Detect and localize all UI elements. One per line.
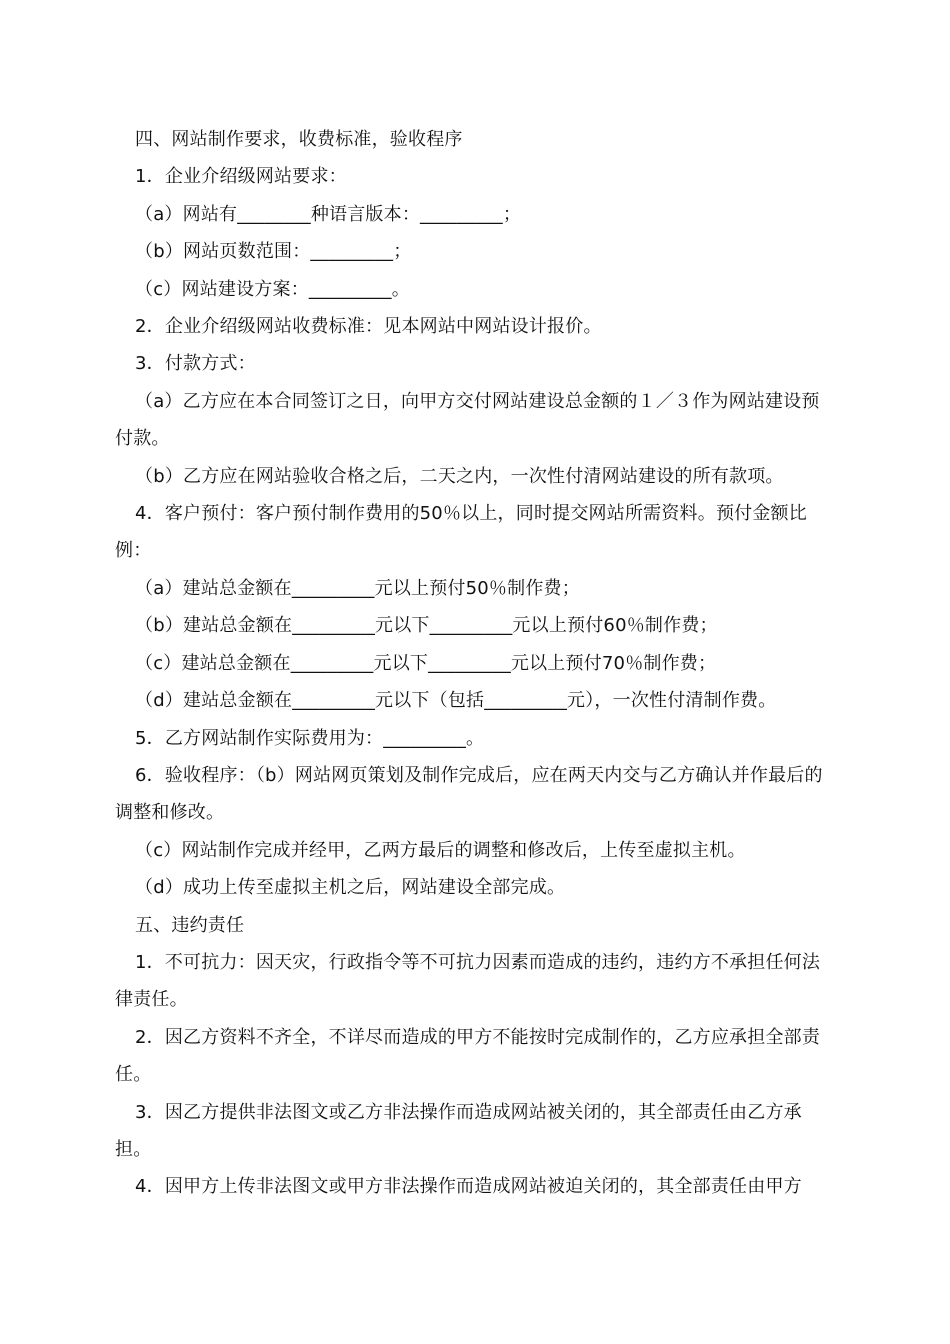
paragraph: 5．乙方网站制作实际费用为：_________。: [135, 727, 485, 749]
paragraph: 6．验收程序：（b）网站网页策划及制作完成后，应在两天内交与乙方确认并作最后的调整和修改。: [115, 764, 823, 824]
paragraph: （d）成功上传至虚拟主机之后，网站建设全部完成。: [135, 877, 566, 899]
document-body: [115, 121, 837, 1206]
paragraph: （c）建站总金额在_________元以下_________元以上预付70％制作费；: [135, 652, 717, 674]
paragraph: 2．企业介绍级网站收费标准：见本网站中网站设计报价。: [135, 316, 602, 338]
paragraph: （b）网站页数范围：_________；: [135, 241, 412, 263]
paragraph: 1．企业介绍级网站要求：: [135, 166, 347, 188]
paragraph: （a）网站有________种语言版本：_________；: [135, 203, 522, 225]
paragraph: 1．不可抗力：因天灾，行政指令等不可抗力因素而造成的违约，违约方不承担任何法律责任。: [115, 951, 821, 1011]
paragraph: （c）网站制作完成并经甲，乙两方最后的调整和修改后，上传至虚拟主机。: [135, 839, 746, 861]
paragraph: 4．因甲方上传非法图文或甲方非法操作而造成网站被迫关闭的，其全部责任由甲方: [135, 1176, 802, 1198]
paragraph: 4．客户预付：客户预付制作费用的50％以上，同时提交网站所需资料。预付金额比例：: [115, 503, 807, 562]
paragraph: （b）乙方应在网站验收合格之后，二天之内，一次性付清网站建设的所有款项。: [135, 465, 784, 487]
paragraph: 2．因乙方资料不齐全，不详尽而造成的甲方不能按时完成制作的，乙方应承担全部责任。: [115, 1026, 821, 1086]
section-heading-4: 四、网站制作要求，收费标准，验收程序: [135, 129, 463, 150]
paragraph: （a）乙方应在本合同签订之日，向甲方交付网站建设总金额的１／３作为网站建设预付款。: [115, 390, 820, 450]
paragraph: 3．付款方式：: [135, 353, 256, 375]
paragraph: （b）建站总金额在_________元以下_________元以上预付60％制作费；: [135, 615, 718, 637]
paragraph: （c）网站建设方案：_________。: [135, 278, 410, 300]
paragraph: 3．因乙方提供非法图文或乙方非法操作而造成网站被关闭的，其全部责任由乙方承担。: [115, 1101, 802, 1160]
paragraph: （d）建站总金额在_________元以下（包括_________元），一次性付清制作费。: [135, 690, 777, 712]
section-heading-5: 五、违约责任: [135, 914, 245, 936]
paragraph: （a）建站总金额在_________元以上预付50％制作费；: [135, 577, 580, 599]
